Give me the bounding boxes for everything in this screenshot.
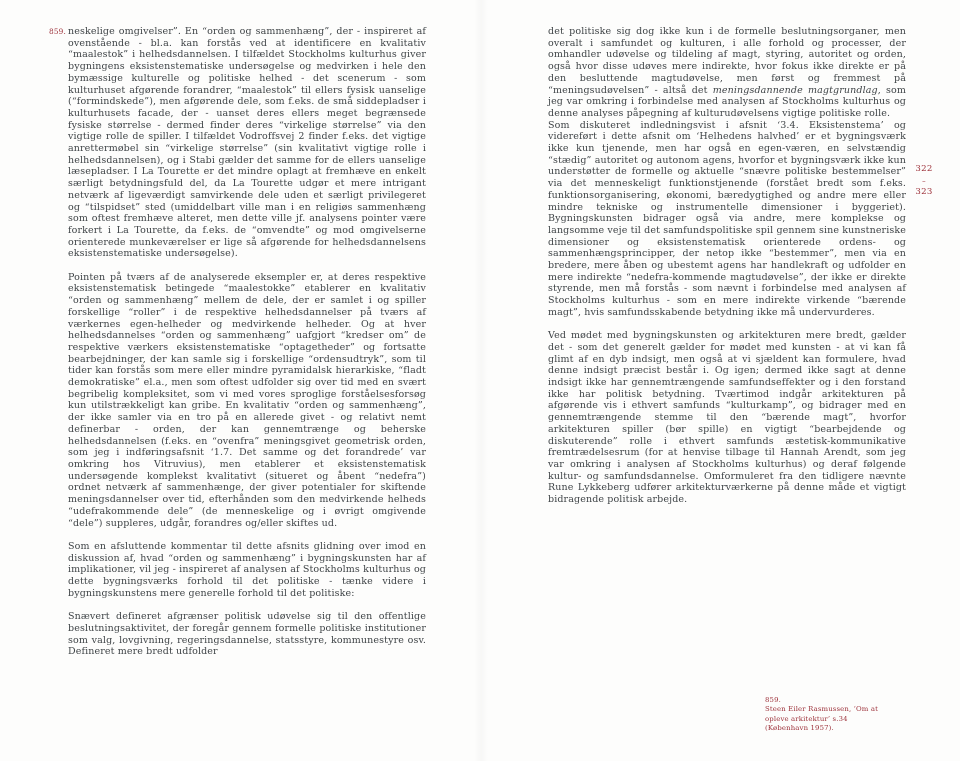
text-segment: , som jeg var omkring i forbindelse med analysen af Stockholms kulturhus og denne analyses påpegning af kulturudøvelsens vigtige politiske rolle. bbox=[548, 84, 907, 119]
paragraph bbox=[548, 26, 906, 120]
paragraph bbox=[68, 26, 426, 260]
page-number-left: 322 bbox=[915, 164, 933, 174]
page-gutter-shadow bbox=[474, 0, 488, 761]
paragraph bbox=[68, 611, 426, 658]
italic-text-segment: meningsdannende magtgrundlag bbox=[712, 84, 878, 96]
text-segment: Pointen på tværs af de analyserede eksempler er, at deres respektive eksistenstematisk betingede “maalestokke” etablerer en kvalitativ “orden og sammenhæng” mellem de dele, der er samlet i og spiller forskellige “roller” i de respektive helhedsdannelser på tværs af værkernes egen-helheder og medvirkende helheder. Og at hver helhedsdannelses “orden og sammenhæng” uafgjort “kredser om” de respektive værkers eksistenstematiske “optagetheder” og fortsatte bearbejdninger, der kan samle sig i forskellige “ordensudtryk”, som til tider kan forstås som mere eller mindre pyramidalsk hierarkiske, “fladt demokratiske” el.a., men som oftest udfolder sig over tid med en svært begribelig kompleksitet, som vi med vores sproglige forståelsesforsøg kun utilstrækkeligt kan gribe. En kvalitativ “orden og sammenhæng”, der ikke samler via en tro på en allerede givet - og relativt nemt definerbar - orden, der kan gennemtrænge og beherske helhedsdannelsen (f.eks. en “ovenfra” meningsgivet geometrisk orden, som jeg i indføringsafsnit ‘1.7. Det samme og det forandrede’ var omkring hos Vitruvius), men etablerer et eksistenstematisk undersøgende komplekst kvalitativt (situeret og åbent “nedefra”) ordnet netværk af sammenhænge, der giver potentialer for skiftende meningsdannelser over tid, efterhånden som den medvirkende helheds “udefrakommende dele” (de menneskelige og i øvrigt omgivende “dele”) suppleres, udgår, forandres og/eller skiftes ud. bbox=[68, 271, 426, 529]
margin-footnote-ref: 859. bbox=[49, 27, 67, 36]
page-number-block bbox=[912, 163, 936, 198]
right-text-column bbox=[548, 26, 906, 506]
paragraph bbox=[548, 120, 906, 319]
footnote-text: Steen Eiler Rasmussen, ‘Om at opleve arkitektur’ s.34 (København 1957). bbox=[765, 705, 878, 733]
footnote bbox=[765, 696, 881, 734]
footnote-number: 859. bbox=[765, 696, 781, 704]
paragraph bbox=[68, 272, 426, 529]
text-segment: Snævert defineret afgrænser politisk udøvelse sig til den offentlige beslutningsaktivitet, der foregår gennem formelle politiske institutioner som valg, lovgivning, regeringsdannelse, statsstyre, kommunestyre osv. Defineret mere bredt udfolder bbox=[68, 611, 426, 658]
text-segment: Som en afsluttende kommentar til dette afsnits glidning over imod en diskussion af, hvad “orden og sammenhæng” i bygningskunsten har af implikationer, vil jeg - inspireret af analysen af Stockholms kulturhus og dette bygningsværks forhold til det politiske - tænke videre i bygningskunstens mere generelle forhold til det politiske: bbox=[68, 540, 426, 599]
left-text-column bbox=[68, 26, 426, 658]
paragraph bbox=[548, 330, 906, 506]
page-number-right: 323 bbox=[915, 186, 933, 197]
page-number-separator: – bbox=[922, 176, 926, 185]
text-segment: neskelige omgivelser”. En “orden og sammenhæng”, der - inspireret af ovenstående - bl.a. kan forstås ved at identificere en kvalitativ “maalestok” i helhedsdannelsen. I tilfældet Stockholms kulturhus giver bygningens eksistenstematiske undersøgelse og medvirken i hele den bymæssige kulturelle og politiske helhed - det scenerum - som kulturhuset afgørende forandrer, “maalestok” til ellers fysisk uanselige (“formindskede”), men afgørende dele, som f.eks. de små siddepladser i kulturhusets facade, der - uanset deres ellers meget begrænsede fysiske størrelse - dermed finder deres “virkelige størrelse” via den vigtige rolle de spiller. I tilfældet Vodroffsvej 2 finder f.eks. det vigtige anrettermøbel sin “virkelige størrelse” (sin kvalitativt vigtige rolle i helhedsdannelsen), og i Stabi gælder det samme for de ellers uanselige læsepladser. I La Tourette er det mindre oplagt at fremhæve en enkelt særligt betydningsfuld del, da La Tourette udgør et mere intrigant netværk af ligeværdigt samvirkende dele uden et særligt privilegeret og “tilspidset” sted (umiddelbart ville man i en religiøs sammenhæng som oftest fremhæve alteret, men dette ville jf. analysens pointer være forkert i La Tourette, da f.eks. de “omvendte” og mod omgivelserne orienterede munkeværelser er lige så afgørende for helhedsdannelsens eksistenstematiske undersøgelse). bbox=[68, 26, 426, 260]
text-segment: det politiske sig dog ikke kun i de formelle beslutningsorganer, men overalt i samfundet og kulturen, i alle forhold og processer, der omhandler udøvelse og tildeling af magt, styring, autoritet og orden, også hvor disse udøves mere indirekte, hvor fokus ikke direkte er på den besluttende magtudøvelse, men først og fremmest på “meningsudøvelsen” - altså det bbox=[548, 26, 906, 96]
text-segment: Som diskuteret indledningsvist i afsnit ‘3.4. Eksistenstema’ og videreført i dette afsnit om ‘Helhedens halvhed’ er et bygningsværk ikke kun tjenende, men har også en egen-væren, en selvstændig “stædig” autoritet og autonom agens, hvorfor et bygningsværk ikke kun understøtter de formelle og aktuelle “snævre politiske bestemmelser” via det menneskeligt funktionstjenende (forstået bredt som f.eks. funktionsorganisering, økonomi, bæredygtighed og andre mere eller mindre tekniske og instrumentelle dimensioner i byggeriet). Bygningskunsten bidrager også via andre, mere komplekse og langsomme veje til det samfundspolitiske spil gennem sine kunstneriske dimensioner og eksistenstematisk orienterede ordens- og sammenhængsprincipper, der netop ikke “bestemmer”, men via en bredere, mere åben og ubestemt agens har handlekraft og udfolder en mere indirekte “nedefra-kommende magtudøvelse”, der ikke er direkte styrende, men må forstås - som nævnt i forbindelse med analysen af Stockholms kulturhus - som en mere indirekte virkende “bærende magt”, hvis samfundsskabende betydning ikke må undervurderes. bbox=[548, 119, 906, 318]
text-segment: Ved mødet med bygningskunsten og arkitekturen mere bredt, gælder det - som det generelt gælder for mødet med kunsten - at vi kan få glimt af en dyb indsigt, men også at vi sjældent kan formulere, hvad denne indsigt præcist består i. Og igen; dermed ikke sagt at denne indsigt ikke har gennemtrængende samfundseffekter og i den forstand ikke har politisk betydning. Tværtimod indgår arkitekturen på afgørende vis i ethvert samfunds “kulturkamp”, og bidrager med en gennemtrængende stemme til den “bærende magt”, hvorfor arkitekturen spiller (bør spille) en vigtigt “bearbejdende og diskuterende” rolle i ethvert samfunds æstetisk-kommunikative fremtrædelsesrum (for at henvise tilbage til Hannah Arendt, som jeg var omkring i analysen af Stockholms kulturhus) og deraf følgende kultur- og samfundsdannelse. Omformuleret fra den tidligere nævnte Rune Lykkeberg udfører arkitekturværkerne på denne måde et vigtigt bidragende politisk arbejde. bbox=[548, 330, 906, 506]
paragraph bbox=[68, 541, 426, 600]
